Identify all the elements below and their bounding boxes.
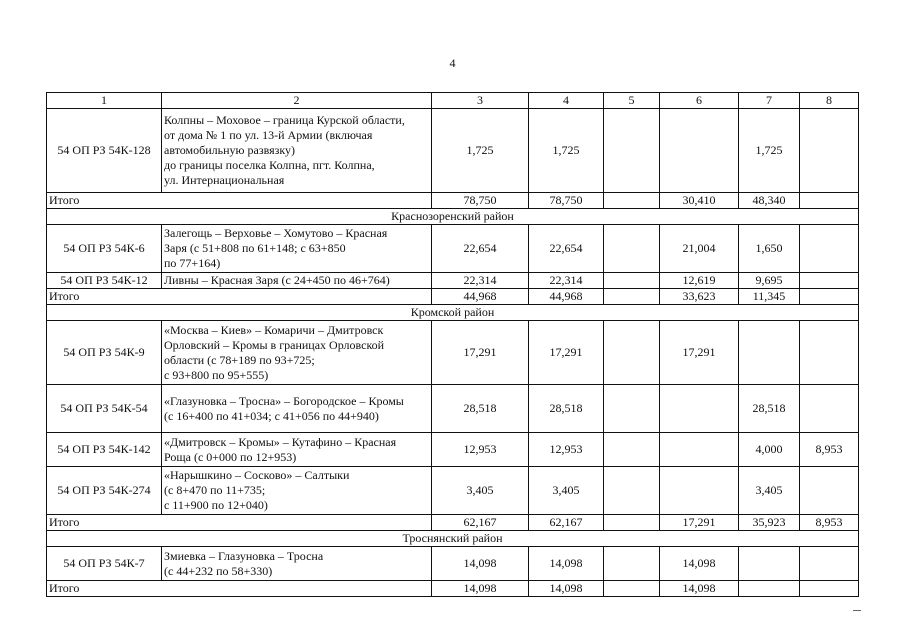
column-header: 5 <box>604 93 660 109</box>
table-row <box>47 225 859 273</box>
value-c4: 28,518 <box>529 385 604 433</box>
value-c8 <box>800 109 859 193</box>
road-description-line: Залегощь – Верховье – Хомутово – Красная <box>164 226 388 240</box>
road-code: 54 ОП РЗ 54К-128 <box>47 109 162 193</box>
value-c8: 8,953 <box>800 433 859 467</box>
value-c8 <box>800 385 859 433</box>
value-c4: 1,725 <box>529 109 604 193</box>
value-c6 <box>660 109 739 193</box>
total-label: Итого <box>47 581 432 597</box>
road-code: 54 ОП РЗ 54К-54 <box>47 385 162 433</box>
table-row <box>47 109 859 193</box>
value-c5 <box>604 321 660 385</box>
value-c5 <box>604 273 660 289</box>
column-header: 7 <box>739 93 800 109</box>
value-c6: 21,004 <box>660 225 739 273</box>
road-description-line: Колпны – Моховое – граница Курской области, <box>164 113 405 127</box>
road-description-line: Змиевка – Глазуновка – Тросна <box>164 548 324 563</box>
total-value-c8: 8,953 <box>800 515 859 531</box>
total-row <box>47 193 859 209</box>
road-code: 54 ОП РЗ 54К-6 <box>47 225 162 273</box>
road-description-line: «Дмитровск – Кромы» – Кутафино – Красная <box>164 434 397 449</box>
district-row <box>47 531 859 547</box>
total-value-c6: 17,291 <box>660 515 739 531</box>
total-row <box>47 581 859 597</box>
value-c4: 22,654 <box>529 225 604 273</box>
road-description-line: до границы поселка Колпна, пгт. Колпна, <box>164 158 375 172</box>
value-c7: 4,000 <box>739 433 800 467</box>
road-description-line: с 93+800 по 95+555) <box>164 367 269 382</box>
district-name: Кромской район <box>47 305 859 321</box>
total-value-c7 <box>739 581 800 597</box>
total-value-c4: 44,968 <box>529 289 604 305</box>
table-row <box>47 321 859 385</box>
road-description <box>162 273 432 289</box>
district-name: Троснянский район <box>47 531 859 547</box>
district-row <box>47 305 859 321</box>
margin-mark <box>853 610 861 611</box>
value-c5 <box>604 547 660 581</box>
road-code: 54 ОП РЗ 54К-7 <box>47 547 162 581</box>
value-c4: 17,291 <box>529 321 604 385</box>
value-c6 <box>660 385 739 433</box>
table-row <box>47 433 859 467</box>
total-value-c8 <box>800 193 859 209</box>
value-c7: 3,405 <box>739 467 800 515</box>
value-c3: 22,314 <box>432 273 529 289</box>
total-value-c4: 78,750 <box>529 193 604 209</box>
value-c6 <box>660 467 739 515</box>
value-c4: 12,953 <box>529 433 604 467</box>
total-value-c3: 14,098 <box>432 581 529 597</box>
total-label: Итого <box>47 193 432 209</box>
road-description-line: с 11+900 по 12+040) <box>164 498 268 512</box>
column-header: 3 <box>432 93 529 109</box>
total-value-c4: 62,167 <box>529 515 604 531</box>
value-c8 <box>800 225 859 273</box>
total-label: Итого <box>47 289 432 305</box>
value-c4: 14,098 <box>529 547 604 581</box>
value-c4: 3,405 <box>529 467 604 515</box>
column-header: 6 <box>660 93 739 109</box>
table-row <box>47 547 859 581</box>
value-c7 <box>739 321 800 385</box>
total-value-c6: 14,098 <box>660 581 739 597</box>
value-c5 <box>604 467 660 515</box>
road-code: 54 ОП РЗ 54К-9 <box>47 321 162 385</box>
road-description-line: Орловский – Кромы в границах Орловской <box>164 337 385 352</box>
column-header: 2 <box>162 93 432 109</box>
value-c3: 14,098 <box>432 547 529 581</box>
value-c3: 28,518 <box>432 385 529 433</box>
value-c5 <box>604 433 660 467</box>
value-c6: 12,619 <box>660 273 739 289</box>
road-description-line: Ливны – Красная Заря (с 24+450 по 46+764) <box>164 273 390 287</box>
value-c7: 1,725 <box>739 109 800 193</box>
road-description <box>162 321 432 385</box>
total-value-c5 <box>604 581 660 597</box>
header-row <box>47 93 859 109</box>
page-number: 4 <box>449 56 456 70</box>
road-description-line: (с 44+232 по 58+330) <box>164 563 273 578</box>
column-header: 8 <box>800 93 859 109</box>
road-description-line: «Глазуновка – Тросна» – Богородское – Кромы <box>164 393 404 408</box>
value-c5 <box>604 225 660 273</box>
district-name: Краснозоренский район <box>47 209 859 225</box>
road-description-line: ул. Интернациональная <box>164 173 285 187</box>
value-c8 <box>800 273 859 289</box>
value-c3: 22,654 <box>432 225 529 273</box>
total-value-c6: 33,623 <box>660 289 739 305</box>
road-description-line: (с 8+470 по 11+735; <box>164 483 266 497</box>
value-c7: 1,650 <box>739 225 800 273</box>
total-value-c4: 14,098 <box>529 581 604 597</box>
value-c5 <box>604 109 660 193</box>
road-description-line: по 77+164) <box>164 256 221 270</box>
total-value-c6: 30,410 <box>660 193 739 209</box>
value-c6: 14,098 <box>660 547 739 581</box>
total-row <box>47 515 859 531</box>
roads-table <box>46 92 859 597</box>
value-c6 <box>660 433 739 467</box>
value-c3: 3,405 <box>432 467 529 515</box>
value-c5 <box>604 385 660 433</box>
value-c8 <box>800 321 859 385</box>
road-code: 54 ОП РЗ 54К-274 <box>47 467 162 515</box>
value-c8 <box>800 547 859 581</box>
value-c8 <box>800 467 859 515</box>
value-c7 <box>739 547 800 581</box>
road-code: 54 ОП РЗ 54К-12 <box>47 273 162 289</box>
total-value-c8 <box>800 581 859 597</box>
road-code: 54 ОП РЗ 54К-142 <box>47 433 162 467</box>
road-description-line: Заря (с 51+808 по 61+148; с 63+850 <box>164 241 346 255</box>
total-value-c7: 11,345 <box>739 289 800 305</box>
road-description <box>162 433 432 467</box>
value-c4: 22,314 <box>529 273 604 289</box>
value-c3: 12,953 <box>432 433 529 467</box>
total-value-c5 <box>604 515 660 531</box>
value-c7: 9,695 <box>739 273 800 289</box>
table-row <box>47 385 859 433</box>
road-description <box>162 109 432 193</box>
total-value-c5 <box>604 289 660 305</box>
total-label: Итого <box>47 515 432 531</box>
total-value-c3: 78,750 <box>432 193 529 209</box>
total-row <box>47 289 859 305</box>
road-description <box>162 467 432 515</box>
total-value-c7: 35,923 <box>739 515 800 531</box>
road-description-line: от дома № 1 по ул. 13-й Армии (включая <box>164 128 373 142</box>
column-header: 1 <box>47 93 162 109</box>
total-value-c8 <box>800 289 859 305</box>
value-c3: 1,725 <box>432 109 529 193</box>
value-c7: 28,518 <box>739 385 800 433</box>
district-row <box>47 209 859 225</box>
road-description-line: автомобильную развязку) <box>164 143 296 157</box>
road-description <box>162 547 432 581</box>
total-value-c7: 48,340 <box>739 193 800 209</box>
value-c3: 17,291 <box>432 321 529 385</box>
column-header: 4 <box>529 93 604 109</box>
road-description-line: области (с 78+189 по 93+725; <box>164 352 315 367</box>
total-value-c3: 44,968 <box>432 289 529 305</box>
road-description <box>162 225 432 273</box>
road-description-line: «Нарышкино – Сосково» – Салтыки <box>164 468 350 482</box>
table-row <box>47 273 859 289</box>
road-description <box>162 385 432 433</box>
total-value-c3: 62,167 <box>432 515 529 531</box>
value-c6: 17,291 <box>660 321 739 385</box>
table-body <box>47 93 859 597</box>
road-description-line: (с 16+400 по 41+034; с 41+056 по 44+940) <box>164 408 379 423</box>
road-description-line: Роща (с 0+000 по 12+953) <box>164 449 297 464</box>
total-value-c5 <box>604 193 660 209</box>
road-description-line: «Москва – Киев» – Комаричи – Дмитровск <box>164 322 384 337</box>
table-row <box>47 467 859 515</box>
